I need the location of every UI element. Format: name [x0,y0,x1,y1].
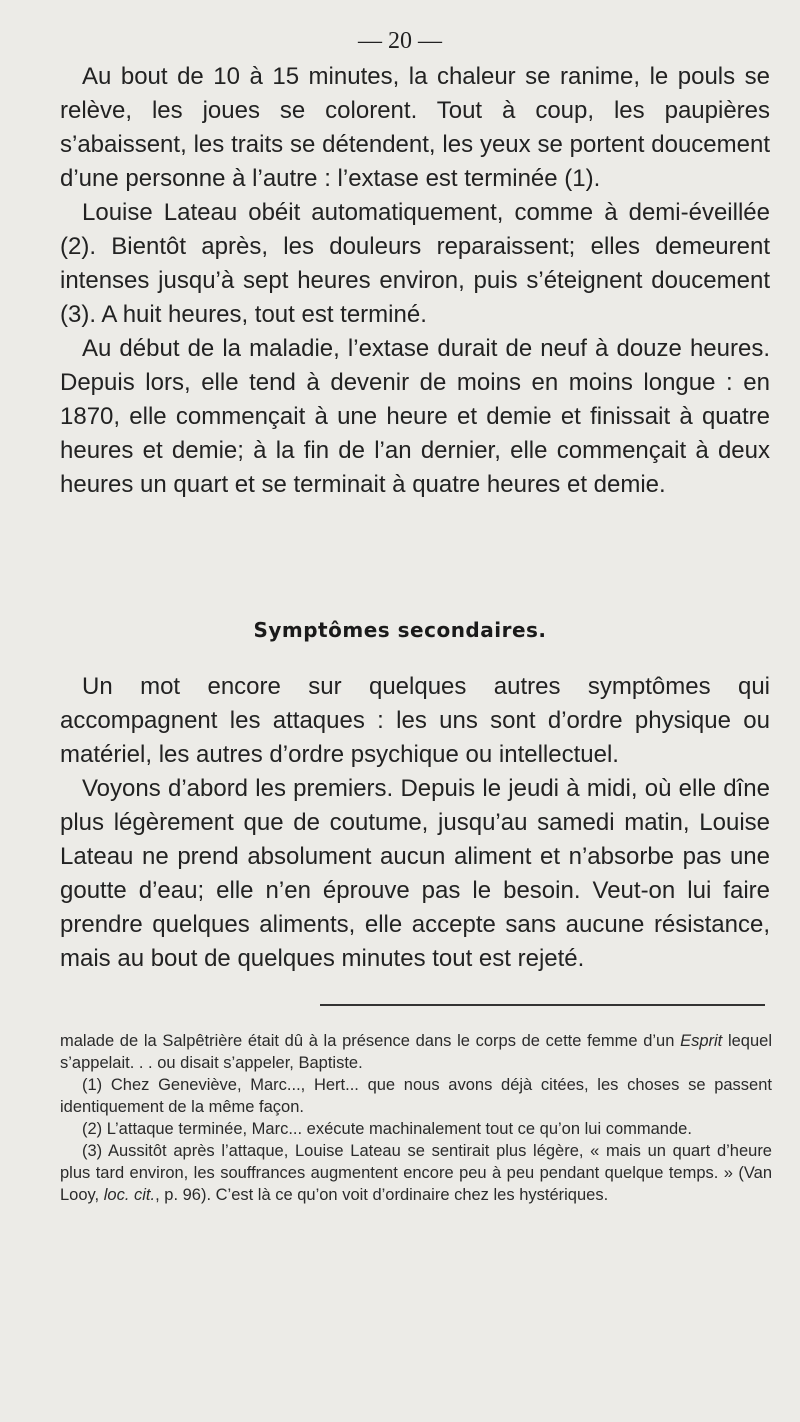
footnote-text: (3) Aussitôt après l’attaque, Louise Lateau se sentirait plus légère, « mais un quart d’heure plus tard environ, les souffrances augmentent encore peu à peu pendant quelque temps. » (Van Looy, [60,1142,772,1204]
footnote-text: lequel s’appelait. . . ou disait s’appeler, Baptiste. [60,1032,772,1072]
footnote-2: (2) L’attaque terminée, Marc... exécute machinalement tout ce qu’on lui commande. [82,1120,692,1138]
footnotes [60,1030,772,1206]
paragraph: Au début de la maladie, l’extase durait de neuf à douze heures. Depuis lors, elle tend à devenir de moins en moins longue : en 1870, elle commençait à une heure et demie et finissait à quatre heures et demie; à la fin de l’an dernier, elle commençait à deux heures un quart et se terminait à quatre heures et demie. [60,335,770,498]
paragraph: Au bout de 10 à 15 minutes, la chaleur se ranime, le pouls se relève, les joues se colorent. Tout à coup, les paupières s’abaissent, les traits se détendent, les yeux se portent doucement d’une personne à l’autre : l’extase est terminée (1). [60,63,770,192]
footnote-1: (1) Chez Geneviève, Marc..., Hert... que nous avons déjà citées, les choses se passent identiquement de la même façon. [60,1076,772,1116]
footnote-text: , p. 96). C’est là ce qu’on voit d’ordinaire chez les hystériques. [155,1186,609,1204]
footnote-text: malade de la Salpêtrière était dû à la présence dans le corps de cette femme d’un [60,1032,681,1050]
page-number: — 20 — [358,28,442,54]
main-text-top [60,60,770,502]
footnote-divider [320,1004,765,1006]
paragraph: Louise Lateau obéit automatiquement, comme à demi-éveillée (2). Bientôt après, les douleurs reparaissent; elles demeurent intenses jusqu’à sept heures environ, puis s’éteignent doucement (3). A huit heures, tout est terminé. [60,199,770,328]
footnote-3 [60,1140,772,1206]
footnote-italic: Esprit [680,1032,723,1050]
paragraph: Voyons d’abord les premiers. Depuis le jeudi à midi, où elle dîne plus légèrement que de coutume, jusqu’au samedi matin, Louise Lateau ne prend absolument aucun aliment et n’absorbe pas une goutte d’eau; elle n’en éprouve pas le besoin. Veut-on lui faire prendre quelques aliments, elle accepte sans aucune résistance, mais au bout de quelques minutes tout est rejeté. [60,775,770,972]
footnote-italic: loc. cit. [103,1186,156,1204]
footnote-continuation [60,1030,772,1074]
main-text-bottom [60,670,770,976]
paragraph: Un mot encore sur quelques autres symptômes qui accompagnent les attaques : les uns sont d’ordre physique ou matériel, les autres d’ordre psychique ou intellectuel. [60,673,770,768]
section-heading: Symptômes secondaires. [253,618,547,642]
